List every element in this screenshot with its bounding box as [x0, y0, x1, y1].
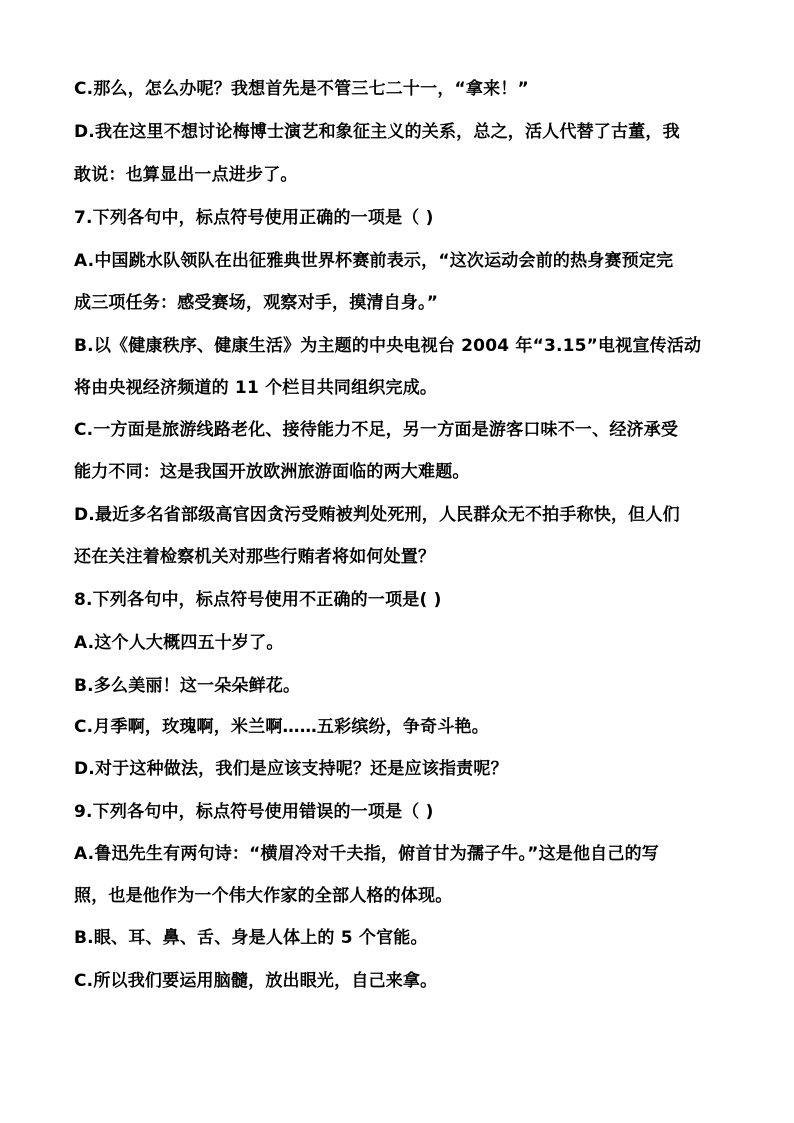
question-heading: 9.下列各句中，标点符号使用错误的一项是（ ) [74, 802, 434, 822]
text-line: B.眼、耳、鼻、舌、身是人体上的 5 个官能。 [74, 928, 428, 948]
text-line: C.那么，怎么办呢？我想首先是不管三七二十一，“拿来！” [74, 79, 529, 99]
text-line: 将由央视经济频道的 11 个栏目共同组织完成。 [74, 378, 438, 398]
text-line: A.中国跳水队领队在出征雅典世界杯赛前表示，“这次运动会前的热身赛预定完 [74, 251, 674, 271]
text-line: C.月季啊，玫瑰啊，米兰啊……五彩缤纷，争奇斗艳。 [74, 717, 489, 737]
text-line: D.我在这里不想讨论梅博士演艺和象征主义的关系，总之，活人代替了古董，我 [74, 122, 680, 142]
text-line: A.这个人大概四五十岁了。 [74, 633, 284, 653]
text-line: C.一方面是旅游线路老化、接待能力不足，另一方面是游客口味不一、经济承受 [74, 420, 679, 440]
text-line: 敢说：也算显出一点进步了。 [74, 165, 298, 185]
text-line: 照，也是他作为一个伟大作家的全部人格的体现。 [74, 886, 453, 906]
text-line: A.鲁迅先生有两句诗：“横眉冷对千夫指，俯首甘为孺子牛。”这是他自己的写 [74, 844, 659, 864]
text-line: 还在关注着检察机关对那些行贿者将如何处置？ [74, 547, 436, 567]
question-heading: 8.下列各句中，标点符号使用不正确的一项是( ) [74, 590, 442, 610]
text-line: D.对于这种做法，我们是应该支持呢？还是应该指责呢？ [74, 759, 508, 779]
text-line: B.以《健康秩序、健康生活》为主题的中央电视台 2004 年“3.15”电视宣传活动 [74, 336, 702, 356]
text-line: B.多么美丽！这一朵朵鲜花。 [74, 676, 301, 696]
question-heading: 7.下列各句中，标点符号使用正确的一项是（ ) [74, 208, 434, 228]
text-line: C.所以我们要运用脑髓，放出眼光，自己来拿。 [74, 971, 438, 991]
text-line: 成三项任务：感受赛场，观察对手，摸清自身。” [74, 293, 439, 313]
text-line: D.最近多名省部级高官因贪污受贿被判处死刑，人民群众无不拍手称快，但人们 [74, 505, 680, 525]
text-line: 能力不同：这是我国开放欧洲旅游面临的两大难题。 [74, 462, 470, 482]
